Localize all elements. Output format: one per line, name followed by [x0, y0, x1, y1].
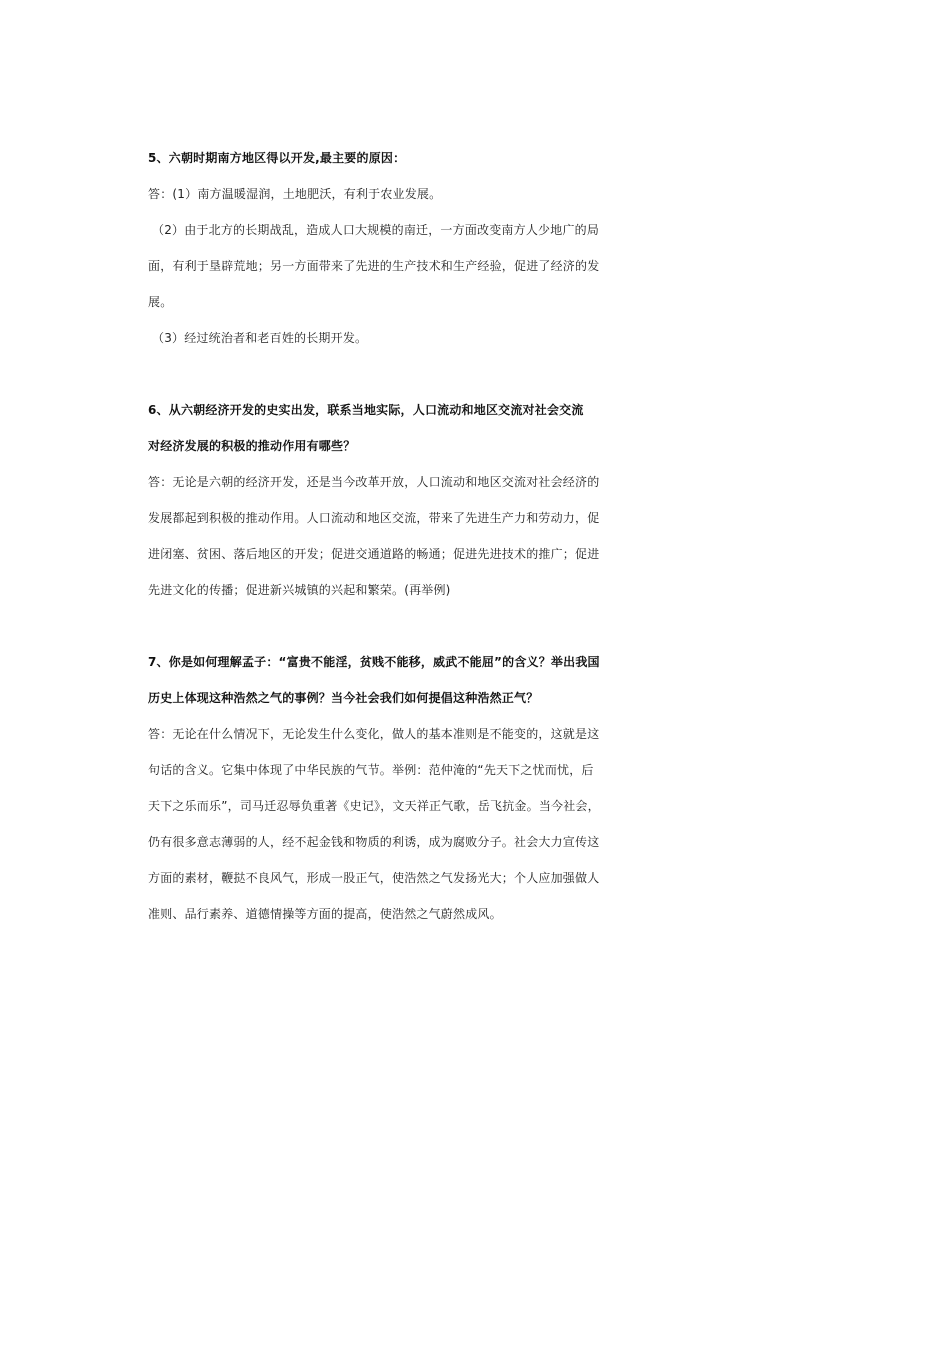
question-7-title: 历史上体现这种浩然之气的事例？当今社会我们如何提倡这种浩然正气？ — [148, 691, 539, 705]
question-6-title: 6、从六朝经济开发的史实出发，联系当地实际，人口流动和地区交流对社会交流 — [148, 403, 584, 417]
question-5-title: 5、六朝时期南方地区得以开发,最主要的原因： — [148, 151, 406, 165]
answer-7-line: 答：无论在什么情况下，无论发生什么变化，做人的基本准则是不能变的，这就是这 — [148, 727, 600, 741]
answer-7-line: 句话的含义。它集中体现了中华民族的气节。举例：范仲淹的“先天下之忧而忧，后 — [148, 763, 594, 777]
answer-5-line: （3）经过统治者和老百姓的长期开发。 — [152, 331, 368, 345]
answer-7-line: 准则、品行素养、道德情操等方面的提高，使浩然之气蔚然成风。 — [148, 907, 502, 921]
answer-5-line: 答：(1）南方温暖湿润，土地肥沃，有利于农业发展。 — [148, 187, 442, 201]
answer-5-line: （2）由于北方的长期战乱，造成人口大规模的南迁，一方面改变南方人少地广的局 — [152, 223, 600, 237]
answer-5-line: 面，有利于垦辟荒地；另一方面带来了先进的生产技术和生产经验，促进了经济的发 — [148, 259, 600, 273]
answer-5-line: 展。 — [148, 295, 173, 309]
answer-6-line: 进闭塞、贫困、落后地区的开发；促进交通道路的畅通；促进先进技术的推广；促进 — [148, 547, 600, 561]
answer-7-line: 仍有很多意志薄弱的人，经不起金钱和物质的利诱，成为腐败分子。社会大力宣传这 — [148, 835, 600, 849]
answer-6-line: 先进文化的传播；促进新兴城镇的兴起和繁荣。(再举例) — [148, 583, 451, 597]
answer-6-line: 发展都起到积极的推动作用。人口流动和地区交流，带来了先进生产力和劳动力，促 — [148, 511, 600, 525]
question-6-title: 对经济发展的积极的推动作用有哪些？ — [148, 439, 356, 453]
answer-7-line: 天下之乐而乐”，司马迁忍辱负重著《史记》，文天祥正气歌，岳飞抗金。当今社会， — [148, 799, 600, 813]
answer-7-line: 方面的素材，鞭挞不良风气，形成一股正气，使浩然之气发扬光大；个人应加强做人 — [148, 871, 600, 885]
question-7-title: 7、你是如何理解孟子：“富贵不能淫，贫贱不能移，威武不能屈”的含义？举出我国 — [148, 655, 600, 669]
answer-6-line: 答：无论是六朝的经济开发，还是当今改革开放，人口流动和地区交流对社会经济的 — [148, 475, 600, 489]
